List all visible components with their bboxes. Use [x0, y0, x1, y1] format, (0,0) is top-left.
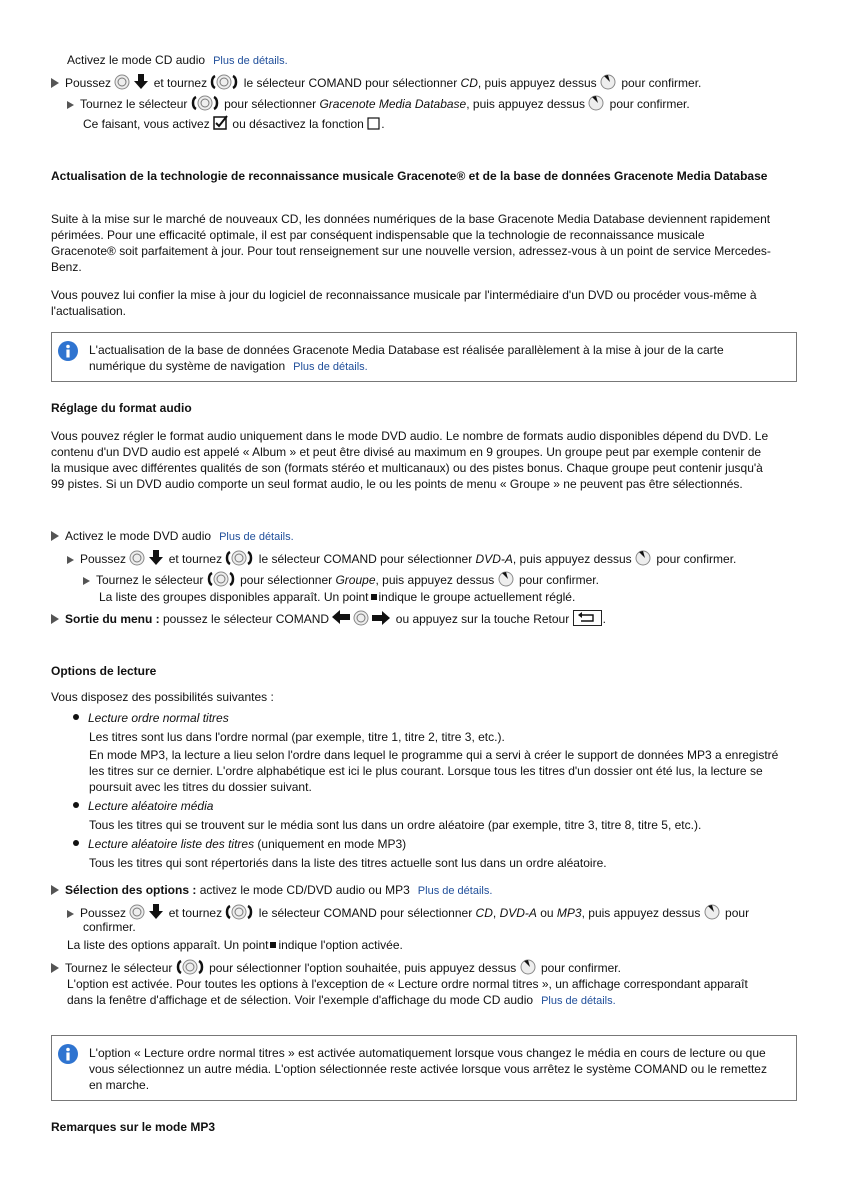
option-random-list: Lecture aléatoire liste des titres (uniquement en mode MP3) — [73, 836, 406, 852]
info-note-options: L'option « Lecture ordre normal titres » est activée automatiquement lorsque vous changez le média en cours de lecture ou que vous sélectionnez un autre média. L'option sélectionnée reste activée lorsque vous arrêtez le système COMAND ou le remettez en marche. — [51, 1035, 797, 1101]
active-dot-icon — [270, 942, 276, 948]
step-toggle-function: Ce faisant, vous activez ou désactivez la fonction . — [83, 117, 385, 131]
paragraph-gracenote-2: Vous pouvez lui confier la mise à jour du logiciel de reconnaissance musicale par l'intermédiaire d'un DVD ou procéder vous-même à l'actualisation. — [51, 288, 757, 318]
press-knob-icon — [635, 549, 653, 566]
details-link[interactable]: Plus de détails. — [541, 995, 616, 1007]
step-select-options: Sélection des options : activez le mode CD/DVD audio ou MP3 Plus de détails. — [51, 882, 492, 899]
rotate-knob-icon — [191, 95, 221, 111]
back-button-icon — [573, 610, 603, 626]
rotate-knob-icon — [225, 550, 255, 566]
press-knob-icon — [520, 958, 538, 975]
active-dot-icon — [371, 594, 377, 600]
info-icon — [58, 1044, 78, 1064]
option-normal-order-desc-1: Les titres sont lus dans l'ordre normal (par exemple, titre 1, titre 2, titre 3, etc.). — [89, 730, 505, 744]
rotate-knob-icon — [207, 571, 237, 587]
push-down-knob-icon — [129, 550, 165, 566]
section-title-playback-options: Options de lecture — [51, 664, 157, 678]
rotate-knob-icon — [210, 74, 240, 90]
bullet-icon — [73, 802, 79, 808]
press-knob-icon — [600, 73, 618, 90]
rotate-knob-icon — [176, 959, 206, 975]
step-exit-menu: Sortie du menu : poussez le sélecteur COMAND ou appuyez sur la touche Retour . — [51, 610, 606, 627]
details-link[interactable]: Plus de détails. — [213, 55, 288, 67]
step-arrow-icon — [51, 614, 59, 624]
step-turn-option: Tournez le sélecteur pour sélectionner l'option souhaitée, puis appuyez dessus pour confirmer. — [51, 958, 621, 976]
step-push-turn-media-cont: confirmer. — [83, 920, 136, 934]
paragraph-gracenote-1: Suite à la mise sur le marché de nouveaux CD, les données numériques de la base Gracenote Media Database deviennent rapidement périmées. Pour une efficacité optimale, il est par conséquent indispensable que la technologie de reconnaissance musicale Gracenote® soit parfaitement à jour. Pour tout renseignement sur une nouvelle version, adressez-vous à un point de service Mercedes-Benz. — [51, 212, 771, 274]
step-arrow-icon — [51, 531, 59, 541]
step-turn-groupe: Tournez le sélecteur pour sélectionner Groupe, puis appuyez dessus pour confirmer. — [83, 570, 599, 588]
checked-box-icon — [213, 115, 229, 131]
options-intro: Vous disposez des possibilités suivantes : — [51, 690, 274, 704]
step-arrow-icon — [51, 78, 59, 88]
empty-box-icon — [367, 117, 381, 131]
option-normal-order: Lecture ordre normal titres — [73, 710, 229, 726]
push-down-knob-icon — [129, 904, 165, 920]
step-push-turn-media: Poussez et tournez le sélecteur COMAND pour sélectionner CD, DVD-A ou MP3, puis appuyez dessus pour — [67, 903, 749, 921]
step-push-turn-cd: Poussez et tournez le sélecteur COMAND pour sélectionner CD, puis appuyez dessus pour confirmer. — [51, 73, 701, 91]
option-normal-order-desc-2: En mode MP3, la lecture a lieu selon l'ordre dans lequel le programme qui a servi à créer le support de données MP3 a enregistré les titres sur ce dernier. L'ordre alphabétique est ici le plus courant. Lorsque tous les titres d'un dossier ont été lus, la lecture se poursuit avec les titres du dossier suivant. — [89, 748, 779, 794]
bullet-icon — [73, 714, 79, 720]
details-link[interactable]: Plus de détails. — [219, 531, 294, 543]
paragraph-audio-format: Vous pouvez régler le format audio uniquement dans le mode DVD audio. Le nombre de formats audio disponibles dépend du DVD. Le contenu d'un DVD audio est appelé « Album » et peut être divisé au maximum en 9 groupes. Un groupe peut par exemple contenir de la musique avec différentes qualités de son (formats stéréo et multicanaux) ou des pistes bonus. Chaque groupe peut contenir jusqu'à 99 pistes. Si un DVD audio comporte un seul format audio, le ou les points de menu « Groupe » ne peuvent pas être sélectionnés. — [51, 429, 769, 491]
push-down-knob-icon — [114, 74, 150, 90]
section-title-gracenote: Actualisation de la technologie de reconnaissance musicale Gracenote® et de la base de données Gracenote Media Database — [51, 169, 768, 183]
press-knob-icon — [704, 903, 722, 920]
section-title-mp3: Remarques sur le mode MP3 — [51, 1120, 216, 1134]
details-link[interactable]: Plus de détails. — [417, 885, 493, 897]
step-push-turn-dvd: Poussez et tournez le sélecteur COMAND pour sélectionner DVD-A, puis appuyez dessus pour confirmer. — [67, 549, 736, 567]
details-link[interactable]: Plus de détails. — [293, 361, 368, 373]
step-activate-dvd: Activez le mode DVD audio Plus de détails. — [51, 528, 294, 545]
step-arrow-icon — [51, 885, 59, 895]
groups-list-info: La liste des groupes disponibles apparaît. Un point indique le groupe actuellement réglé. — [99, 590, 576, 604]
info-note-gracenote: L'actualisation de la base de données Gracenote Media Database est réalisée parallèlement à la mise à jour de la carte numérique du système de navigation Plus de détails. — [51, 332, 797, 382]
step-activate-cd: Activez le mode CD audio Plus de détails. — [67, 53, 288, 67]
option-random-list-desc: Tous les titres qui sont répertoriés dans la liste des titres actuelle sont lus dans un ordre aléatoire. — [89, 856, 607, 870]
info-icon — [58, 341, 78, 361]
option-activated-text-2: dans la fenêtre d'affichage et de sélection. Voir l'exemple d'affichage du mode CD audio Plus de détails. — [67, 993, 616, 1007]
press-knob-icon — [588, 94, 606, 111]
rotate-knob-icon — [225, 904, 255, 920]
option-activated-text: L'option est activée. Pour toutes les options à l'exception de « Lecture ordre normal titres », un affichage correspondant apparaît — [67, 977, 748, 991]
section-title-audio-format: Réglage du format audio — [51, 401, 192, 415]
options-list-info: La liste des options apparaît. Un point indique l'option activée. — [67, 938, 403, 952]
step-arrow-icon — [67, 101, 74, 109]
bullet-icon — [73, 840, 79, 846]
step-arrow-icon — [67, 910, 74, 918]
press-knob-icon — [498, 570, 516, 587]
option-random-media: Lecture aléatoire média — [73, 798, 213, 814]
step-arrow-icon — [51, 963, 59, 973]
step-arrow-icon — [83, 577, 90, 585]
slide-left-right-knob-icon — [332, 610, 392, 626]
step-turn-gracenote: Tournez le sélecteur pour sélectionner Gracenote Media Database, puis appuyez dessus pour confirmer. — [67, 94, 690, 112]
step-arrow-icon — [67, 556, 74, 564]
option-random-media-desc: Tous les titres qui se trouvent sur le média sont lus dans un ordre aléatoire (par exemple, titre 3, titre 8, titre 5, etc.). — [89, 818, 702, 832]
